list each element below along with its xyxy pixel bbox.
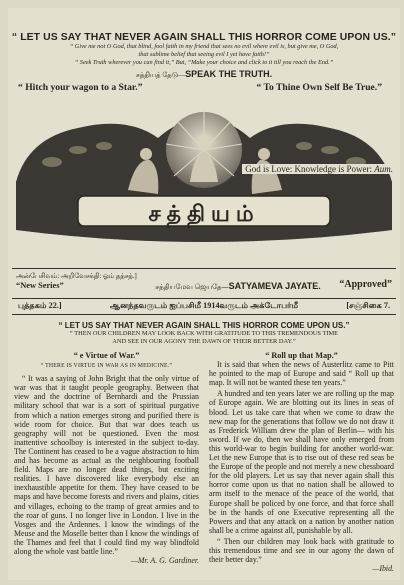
- central-figure-head: [197, 134, 211, 150]
- issue-motto: “ LET US SAY THAT NEVER AGAIN SHALL THIS HORROR COME UPON US.”: [58, 321, 350, 330]
- issue-volume: புத்தகம் 22.]: [18, 301, 62, 310]
- speak-truth-tamil: சத்தியத் தேடு—: [135, 71, 186, 79]
- right-column-attribution: —Ibid.: [372, 564, 394, 574]
- left-column-heading: “ e Virtue of War.”: [73, 351, 140, 360]
- quote-line-3: “ Seek Truth wherever you can find it,” But, “Make your choice and click to it till you reach the End.”: [74, 59, 334, 66]
- aum-text: Aum.: [374, 164, 393, 174]
- issue-number: [சஞ்சிகை 7.: [346, 301, 390, 310]
- masthead-banner: [8, 98, 400, 258]
- series-left: [16, 272, 137, 290]
- issue-motto-sub-2: AND SEE IN OUR AGONY THE DAWN OF THEIR BETTER DAY.”: [112, 337, 296, 345]
- masthead-title: சத்தியம்: [148, 202, 260, 227]
- article-columns: [8, 345, 400, 573]
- series-tamil: அன்பேசிவம்: அறிவேசக்தி: ஓம் தத்சத்.]: [16, 273, 137, 280]
- right-column-paragraph-1: It is said that when the news of Austerlitz came to Pitt he pointed to the map of Europe and said “ Roll up that map. It will not be wanted these ten years.”: [209, 360, 394, 388]
- approved-label: “Approved”: [339, 279, 392, 290]
- speak-truth-text: SPEAK THE TRUTH.: [185, 69, 273, 79]
- left-column-paragraph: “ It was a saying of John Bright that the only virtue of war was that it taught people geography. Between that view and the doctrine of Bernhardi and the Prussian military school that war is a sort of spiritual purgative from which a nation emerges strong and purified there is wide room for choice. But that war does teach us geography will not be questioned. Even the most inattentive schoolboy is interested in the subject to-day. The Continent has ceased to be a vague abstraction to him and has become as actual as the neighbouring football field. Maps are no longer dead things, but exciting realities. I have discovered like everybody else an inexhaustible appetite for them. They have ceased to be maps and have become forests and rivers and plains, cities and villages, echoing to the tramp of great armies and to the roar of guns. I no longer live in London. I live in the Vosges and the Ardennes. I know the windings of the Meuse and the Moselle better than I know the windings of the Thames and feel that I could find my way blindfold along the whole vast battle line.”: [14, 374, 199, 556]
- satyameva-line: [155, 281, 320, 292]
- left-column-attribution: —Mr. A. G. Gardiner.: [130, 556, 199, 566]
- right-column-paragraph-2: A hundred and ten years later we are rolling up the map of Europe again. We are blotting out its lines in seas of blood. Let us take care that when we come to draw the new map for the generations that follow we do not draw it as Frederick William drew the plan of Berlin— with his sword. If we do, then we shall have only emerged from this world-war to begin building for another world-war. Let the new Europe that is to rise out of these red seas be the Europe of the people and not merely a new chessboard for the old players. Let us say that never again shall this horror come upon us that no nation shall be allowed to arm itself to the menace of the peace of the world, that Europe shall be policed by one force, and that force shall be in the hands of one Executive representing all the Powers and that any attack on a nation by another nation shall be a crime against all, punishable by all.: [209, 389, 394, 535]
- satyameva-text: SATYAMEVA JAYATE.: [228, 281, 321, 291]
- speak-truth-line: [8, 69, 400, 80]
- masthead-motto: “ LET US SAY THAT NEVER AGAIN SHALL THIS HORROR COME UPON US.”: [11, 32, 397, 43]
- issue-motto-sub-1: “ THEN OUR CHILDREN MAY LOOK BACK WITH GRATITUDE TO THIS TREMENDOUS TIME: [69, 330, 339, 337]
- wagon-left: “ Hitch your wagon to a Star.”: [18, 82, 143, 93]
- new-series-label: “New Series”: [16, 281, 64, 290]
- series-row: [8, 269, 400, 292]
- magazine-page: [8, 8, 400, 580]
- quote-line-2: that sublime belief that seeing evil I yet have faith!”: [138, 51, 270, 58]
- wagon-right: “ To Thine Own Self Be True.”: [256, 82, 382, 93]
- quote-line-1: “ Give me not O God, that blind, fool faith in my friend that sees no evil where evil is, but give me, O God,: [69, 43, 339, 50]
- god-is-love-line: [242, 164, 396, 174]
- issue-row: [12, 298, 396, 315]
- god-is-love-text: God is Love: Knowledge is Power:: [245, 164, 372, 174]
- left-column: [14, 351, 199, 573]
- right-column-paragraph-3: “ Then our children may look back with gratitude to this tremendous time and see in our agony the dawn of their better day.”: [209, 536, 394, 565]
- left-column-note: “ THERE IS VIRTUE IN WAR AS IN MEDICINE.”: [40, 363, 173, 370]
- satyameva-tamil: சத்தியமேவ ஜெயதே—: [155, 284, 229, 291]
- issue-date: ஆனந்தவருடம் ஐப்பசிமீ 1914வருடம் அக்டோபர்மீ: [109, 301, 299, 310]
- right-column-heading: “ Roll up that Map.”: [265, 351, 338, 360]
- right-column: [209, 351, 394, 573]
- wagon-row: [8, 80, 400, 93]
